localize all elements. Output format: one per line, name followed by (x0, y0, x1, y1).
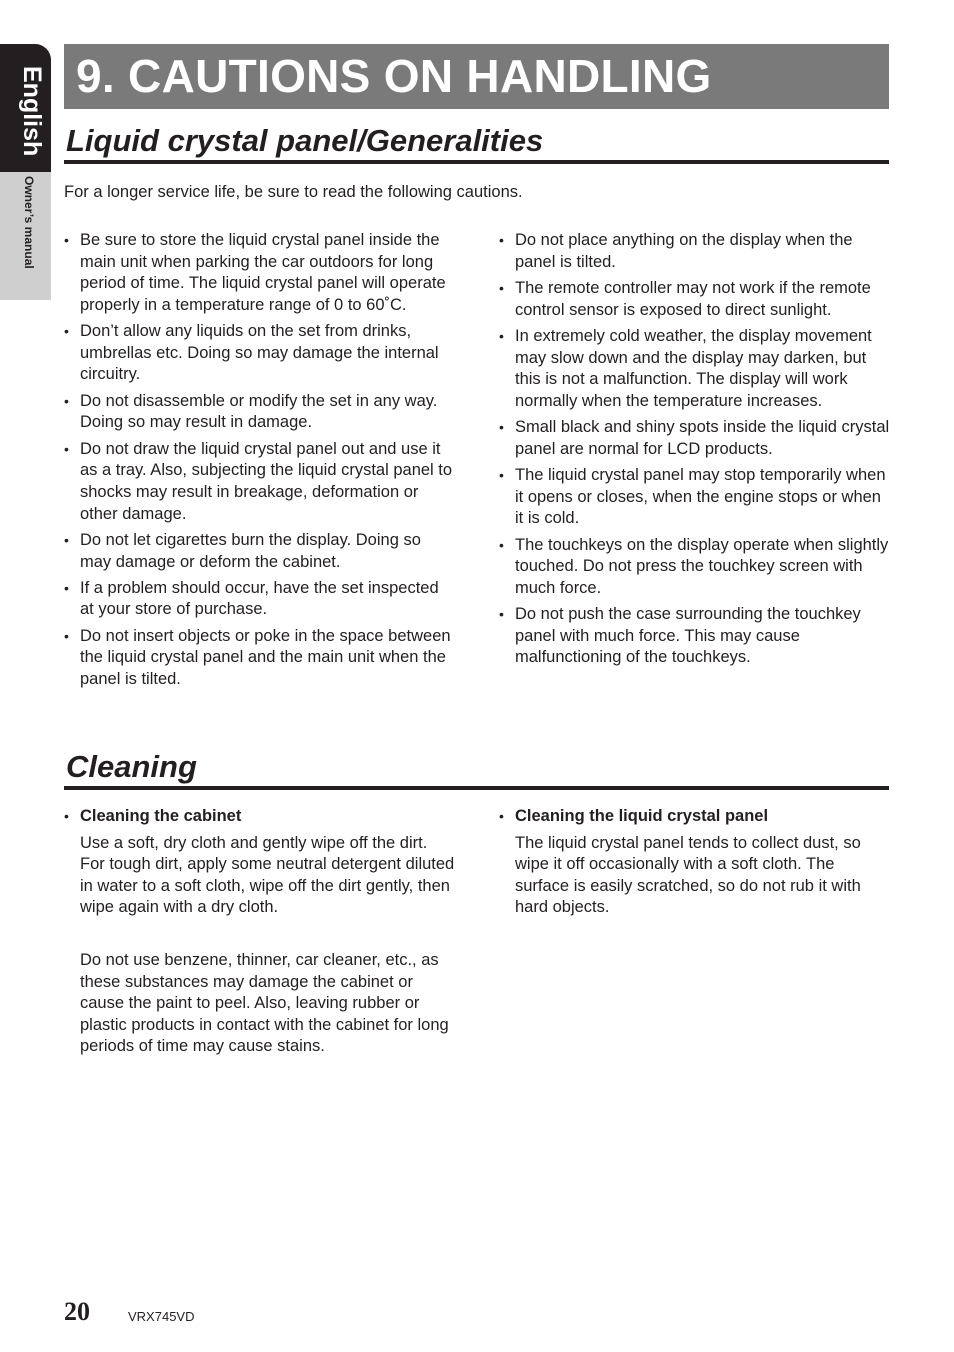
cleaning-panel-title: • Cleaning the liquid crystal panel (515, 807, 769, 825)
section-title-cleaning: Cleaning (66, 749, 197, 784)
caution-item: • Small black and shiny spots inside the liquid crystal panel are normal for LCD products. (499, 417, 891, 460)
cleaning-cabinet-text-1: Use a soft, dry cloth and gently wipe off the dirt. For tough dirt, apply some neutral detergent diluted in water to a soft cloth, wipe off the dirt gently, then wipe again with a dry cloth. (80, 833, 455, 917)
caution-item: • In extremely cold weather, the display movement may slow down and the display may darken, but this is not a malfunction. The display will work normally when the temperature increases. (499, 326, 891, 412)
caution-item: • Do not let cigarettes burn the display. Doing so may damage or deform the cabinet. (64, 530, 456, 573)
section-heading-cleaning (64, 746, 889, 790)
language-label: English (18, 66, 46, 157)
caution-item: • Don’t allow any liquids on the set from drinks, umbrellas etc. Doing so may damage the internal circuitry. (64, 321, 456, 386)
caution-item: • If a problem should occur, have the set inspected at your store of purchase. (64, 578, 456, 621)
chapter-title-bar (64, 44, 889, 109)
caution-item: • Do not draw the liquid crystal panel out and use it as a tray. Also, subjecting the liquid crystal panel to shocks may result in breakage, deformation or other damage. (64, 439, 456, 525)
left-caution-column (64, 230, 456, 695)
cleaning-cabinet-item (64, 806, 456, 1058)
model-number: VRX745VD (128, 1309, 195, 1324)
cleaning-panel-column (499, 806, 891, 924)
chapter-title: 9. CAUTIONS ON HANDLING (76, 50, 712, 102)
right-caution-column (499, 230, 891, 674)
caution-item: • Do not push the case surrounding the touchkey panel with much force. This may cause malfunctioning of the touchkeys. (499, 604, 891, 669)
caution-item: • The touchkeys on the display operate when slightly touched. Do not press the touchkey screen with much force. (499, 535, 891, 600)
cleaning-panel-item (499, 806, 891, 919)
cleaning-cabinet-text-2: Do not use benzene, thinner, car cleaner, etc., as these substances may damage the cabinet or cause the paint to peel. Also, leaving rubber or plastic products in contact with the cabinet for long periods of time may cause stains. (80, 950, 449, 1056)
section-title-generalities: Liquid crystal panel/Generalities (66, 123, 544, 158)
cleaning-cabinet-column (64, 806, 456, 1063)
section-heading-generalities (64, 120, 889, 164)
cleaning-panel-text: The liquid crystal panel tends to collect dust, so wipe it off occasionally with a soft cloth. The surface is easily scratched, so do not rub it with hard objects. (515, 833, 861, 917)
caution-item: • The remote controller may not work if the remote control sensor is exposed to direct sunlight. (499, 278, 891, 321)
cleaning-cabinet-title: • Cleaning the cabinet (80, 807, 242, 825)
caution-item: • Do not insert objects or poke in the space between the liquid crystal panel and the main unit when the panel is tilted. (64, 626, 456, 691)
intro-text: For a longer service life, be sure to read the following cautions. (64, 183, 523, 201)
page-number: 20 (64, 1297, 90, 1326)
caution-item: • The liquid crystal panel may stop temporarily when it opens or closes, when the engine stops or when it is cold. (499, 465, 891, 530)
manual-label: Owner’s manual (22, 176, 36, 269)
caution-item: • Be sure to store the liquid crystal panel inside the main unit when parking the car outdoors for long period of time. The liquid crystal panel will operate properly in a temperature range of 0 to 60˚C. (64, 230, 456, 316)
caution-item: • Do not place anything on the display when the panel is tilted. (499, 230, 891, 273)
caution-item: • Do not disassemble or modify the set in any way. Doing so may result in damage. (64, 391, 456, 434)
